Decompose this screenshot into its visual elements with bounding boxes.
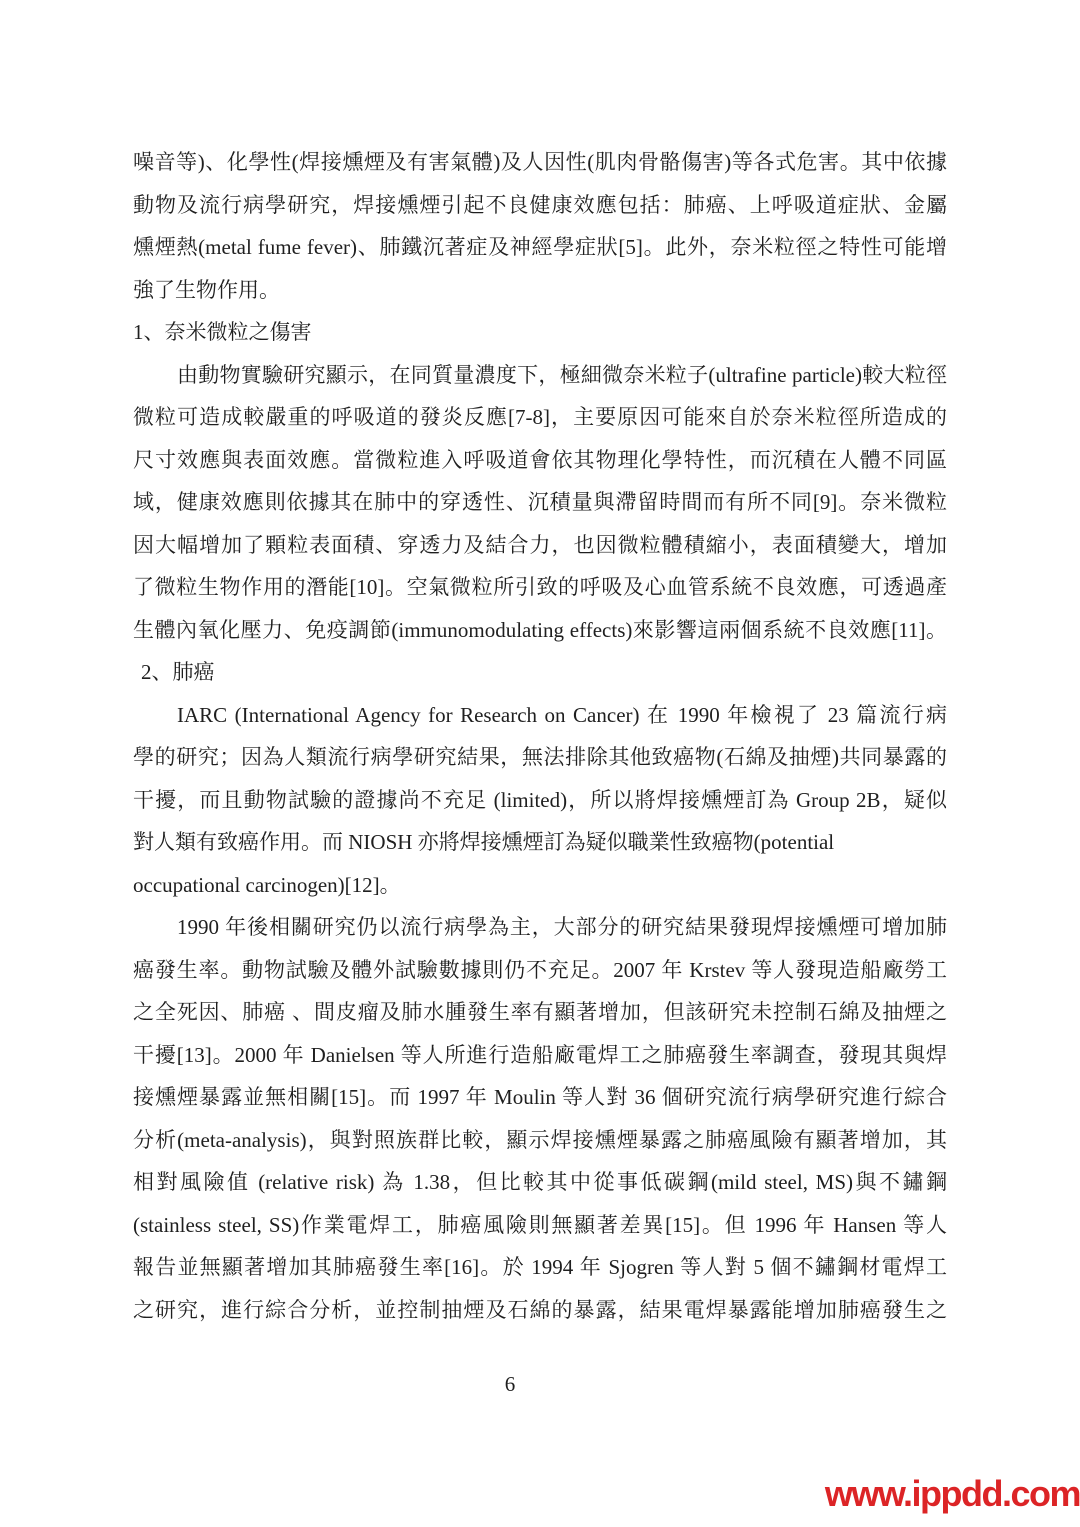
text-line: 接燻煙暴露並無相關[15]。而 1997 年 Moulin 等人對 36 個研究流行病學研究進行綜合 <box>133 1085 947 1109</box>
text-line: 了微粒生物作用的潛能[10]。空氣微粒所引致的呼吸及心血管系統不良效應，可透過產 <box>133 575 947 599</box>
document-text-block <box>133 141 947 1331</box>
text-line: 生體內氧化壓力、免疫調節(immunomodulating effects)來影響這兩個系統不良效應[11]。 <box>133 617 947 642</box>
watermark: www.ippdd.com <box>824 1473 1080 1514</box>
text-line: (stainless steel, SS)作業電焊工，肺癌風險則無顯著差異[15]。但 1996 年 Hansen 等人 <box>133 1212 947 1237</box>
section-heading-lung-cancer: 2、肺癌 <box>141 660 215 684</box>
text-line: 相對風險值 (relative risk) 為 1.38，但比較其中從事低碳鋼(mild steel, MS)與不鏽鋼 <box>133 1170 947 1194</box>
text-line: 學的研究；因為人類流行病學研究結果，無法排除其他致癌物(石綿及抽煙)共同暴露的 <box>133 745 947 769</box>
text-line: 報告並無顯著增加其肺癌發生率[16]。於 1994 年 Sjogren 等人對 5 個不鏽鋼材電焊工 <box>133 1255 947 1279</box>
text-line: 之研究，進行綜合分析，並控制抽煙及石綿的暴露，結果電焊暴露能增加肺癌發生之 <box>133 1297 947 1322</box>
text-line: 癌發生率。動物試驗及體外試驗數據則仍不充足。2007 年 Krstev 等人發現造船廠勞工 <box>133 957 947 982</box>
page-number: 6 <box>504 1372 516 1396</box>
text-line: 因大幅增加了顆粒表面積、穿透力及結合力，也因微粒體積縮小，表面積變大，增加 <box>133 532 947 557</box>
text-line: 干擾，而且動物試驗的證據尚不充足 (limited)，所以將焊接燻煙訂為 Group 2B，疑似 <box>133 787 947 812</box>
text-line: 分析(meta-analysis)，與對照族群比較，顯示焊接燻煙暴露之肺癌風險有顯著增加，其 <box>133 1127 947 1152</box>
text-line: 燻煙熱(metal fume fever)、肺鐵沉著症及神經學症狀[5]。此外，奈米粒徑之特性可能增 <box>133 235 947 259</box>
text-line: 強了生物作用。 <box>133 277 280 302</box>
text-line: 尺寸效應與表面效應。當微粒進入呼吸道會依其物理化學特性，而沉積在人體不同區 <box>133 447 947 472</box>
text-line: 1990 年後相關研究仍以流行病學為主，大部分的研究結果發現焊接燻煙可增加肺 <box>177 915 947 939</box>
text-line: 微粒可造成較嚴重的呼吸道的發炎反應[7-8]，主要原因可能來自於奈米粒徑所造成的 <box>133 405 947 429</box>
text-line: 域，健康效應則依據其在肺中的穿透性、沉積量與滯留時間而有所不同[9]。奈米微粒 <box>133 490 947 514</box>
text-line: occupational carcinogen)[12]。 <box>133 872 401 897</box>
section-heading-nano-particles: 1、奈米微粒之傷害 <box>133 320 312 344</box>
text-line: 噪音等)、化學性(焊接燻煙及有害氣體)及人因性(肌肉骨骼傷害)等各式危害。其中依據 <box>133 150 947 174</box>
text-line: 之全死因、肺癌 、間皮瘤及肺水腫發生率有顯著增加，但該研究未控制石綿及抽煙之 <box>133 1000 947 1024</box>
text-line: IARC (International Agency for Research on Cancer) 在 1990 年檢視了 23 篇流行病 <box>177 702 947 727</box>
text-line: 對人類有致癌作用。而 NIOSH 亦將焊接燻煙訂為疑似職業性致癌物(potential <box>133 830 835 854</box>
text-line: 由動物實驗研究顯示，在同質量濃度下，極細微奈米粒子(ultrafine particle)較大粒徑 <box>177 362 947 387</box>
text-line: 動物及流行病學研究，焊接燻煙引起不良健康效應包括：肺癌、上呼吸道症狀、金屬 <box>133 192 947 217</box>
text-line: 干擾[13]。2000 年 Danielsen 等人所進行造船廠電焊工之肺癌發生率調查，發現其與焊 <box>133 1042 947 1067</box>
